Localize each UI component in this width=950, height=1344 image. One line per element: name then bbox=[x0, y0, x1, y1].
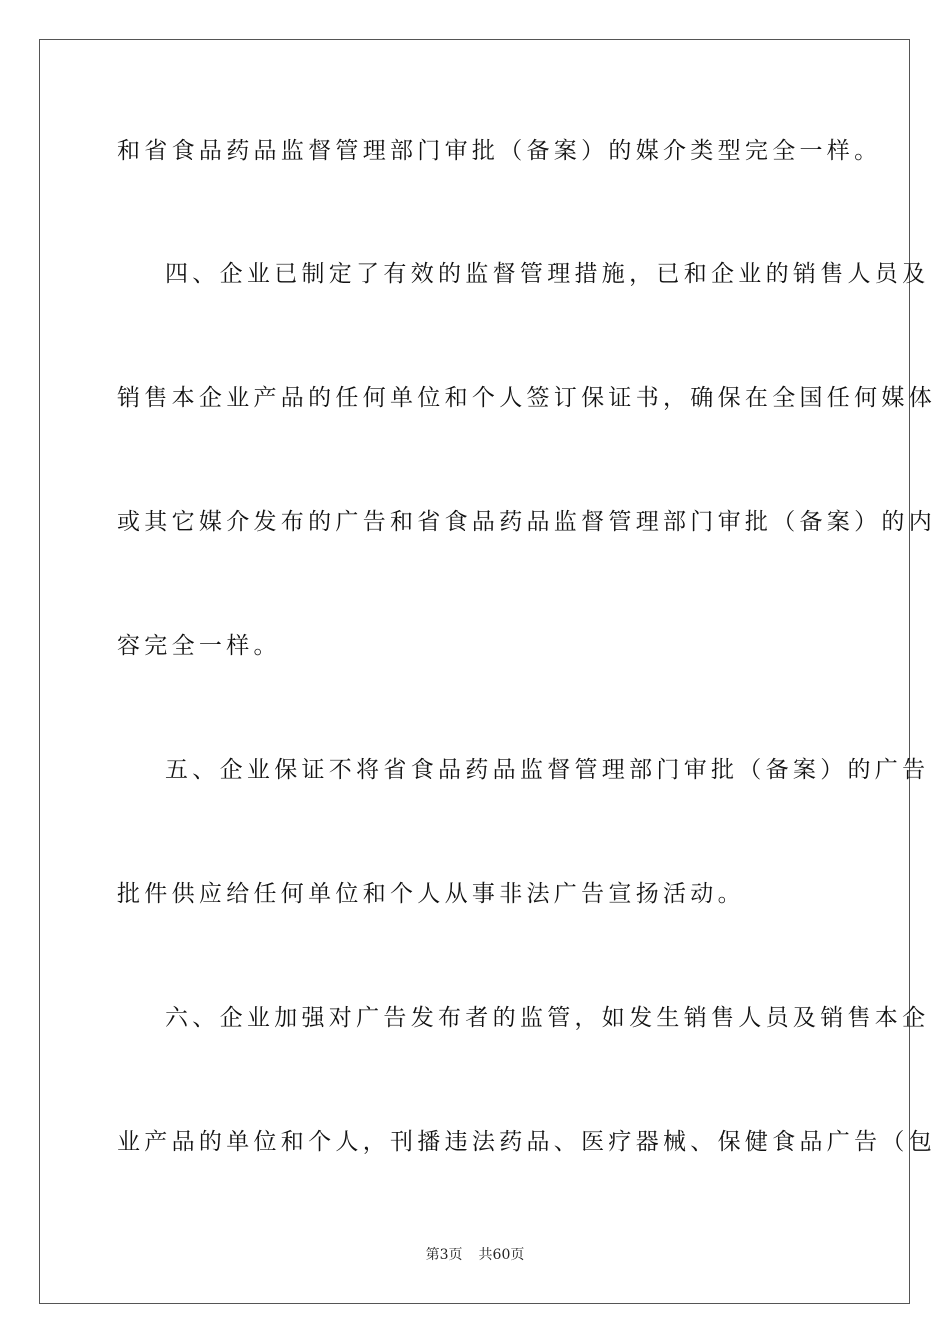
body-text-line: 销售本企业产品的任何单位和个人签订保证书，确保在全国任何媒体 bbox=[117, 385, 936, 411]
body-text-line: 容完全一样。 bbox=[117, 633, 281, 659]
body-text-line: 批件供应给任何单位和个人从事非法广告宣扬活动。 bbox=[117, 881, 745, 907]
paragraph-five-start: 五、企业保证不将省食品药品监督管理部门审批（备案）的广告 bbox=[165, 757, 930, 783]
page-footer bbox=[0, 1246, 950, 1264]
page-total: 共60页 bbox=[478, 1247, 525, 1263]
body-text-line: 或其它媒介发布的广告和省食品药品监督管理部门审批（备案）的内 bbox=[117, 509, 936, 535]
body-text-line: 和省食品药品监督管理部门审批（备案）的媒介类型完全一样。 bbox=[117, 138, 882, 164]
paragraph-six-start: 六、企业加强对广告发布者的监管，如发生销售人员及销售本企 bbox=[165, 1005, 930, 1031]
paragraph-four-start: 四、企业已制定了有效的监督管理措施，已和企业的销售人员及 bbox=[165, 261, 930, 287]
body-text-line: 业产品的单位和个人，刊播违法药品、医疗器械、保健食品广告（包 bbox=[117, 1129, 936, 1155]
page-border bbox=[39, 39, 936, 1304]
page-number: 第3页 bbox=[425, 1247, 463, 1263]
